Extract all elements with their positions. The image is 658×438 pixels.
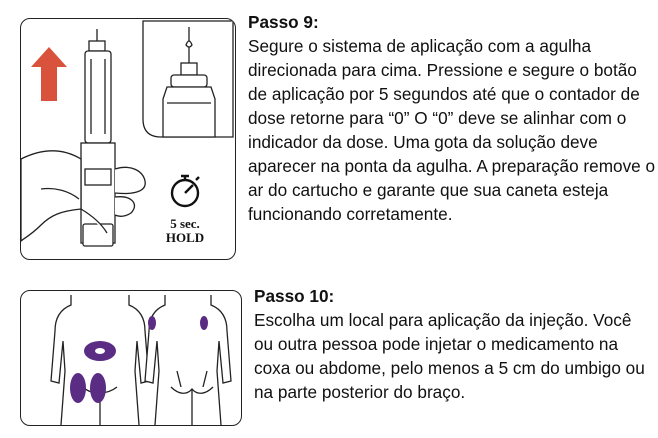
step10-text	[254, 284, 654, 404]
body-back-figure	[145, 295, 231, 425]
injection-site-arm-left	[148, 316, 156, 330]
step9-body: Segure o sistema de aplicação com a agulha direcionada para cima. Pressione e segure o botão de aplicação por 5 segundos até que o contador de dose retorne para “0” O “0” deve se alinhar com o indicador da dose. Uma gota da solução deve aparecer na ponta da agulha. A preparação remove o ar do cartucho e garante que sua caneta esteja funcionando corretamente.	[248, 36, 656, 224]
needle-drop-inset	[143, 21, 233, 137]
hold-label	[155, 217, 215, 245]
step9-text	[248, 10, 656, 226]
hold-word: HOLD	[165, 230, 205, 245]
hold-seconds: 5 sec.	[170, 216, 200, 231]
step10-title: Passo 10:	[254, 286, 335, 306]
step9-illustration	[20, 18, 236, 260]
up-arrow-icon	[31, 47, 67, 101]
step9-title: Passo 9:	[248, 12, 319, 32]
injection-site-thigh-right	[90, 373, 106, 403]
step10-body: Escolha um local para aplicação da injeção. Você ou outra pessoa pode injetar o medicamento na coxa ou abdome, pelo menos a 5 cm do umbigo ou na parte posterior do braço.	[254, 310, 645, 402]
step10-illustration	[20, 290, 242, 426]
injection-site-arm-right	[200, 316, 208, 330]
injection-site-thigh-left	[70, 373, 86, 403]
stopwatch-icon	[172, 176, 199, 206]
